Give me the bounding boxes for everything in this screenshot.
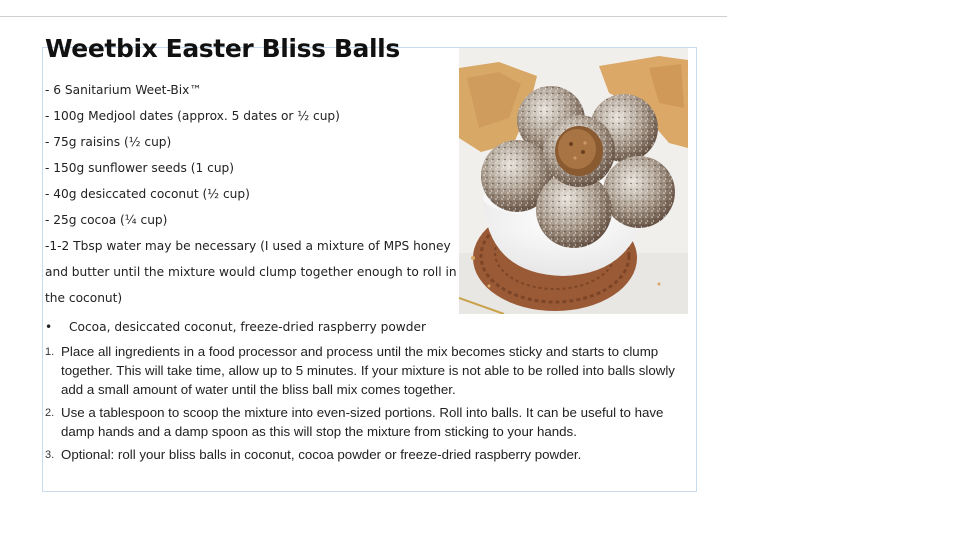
method-step bbox=[45, 403, 700, 441]
step-number: 1. bbox=[45, 346, 55, 358]
recipe-title: Weetbix Easter Bliss Balls bbox=[45, 34, 400, 63]
ingredient-line: - 40g desiccated coconut (½ cup) bbox=[45, 187, 250, 201]
ingredient-line: - 25g cocoa (¼ cup) bbox=[45, 213, 168, 227]
ingredient-line: and butter until the mixture would clump together enough to roll in bbox=[45, 265, 457, 279]
ingredient-line: - 75g raisins (½ cup) bbox=[45, 135, 172, 149]
ingredient-line: -1-2 Tbsp water may be necessary (I used a mixture of MPS honey bbox=[45, 239, 451, 253]
step-number: 2. bbox=[45, 407, 55, 419]
bliss-balls-photo bbox=[459, 48, 688, 314]
ingredient-line: the coconut) bbox=[45, 291, 123, 305]
method-step bbox=[45, 445, 700, 464]
coating-text: Cocoa, desiccated coconut, freeze-dried raspberry powder bbox=[69, 320, 427, 334]
ingredient-line: - 6 Sanitarium Weet-Bix™ bbox=[45, 83, 202, 97]
ingredients-list bbox=[45, 79, 455, 313]
coating-options bbox=[45, 317, 465, 337]
ingredient-line: - 150g sunflower seeds (1 cup) bbox=[45, 161, 235, 175]
method-step bbox=[45, 342, 700, 399]
step-text: Optional: roll your bliss balls in coconut, cocoa powder or freeze-dried raspberry powder. bbox=[61, 447, 582, 462]
step-number: 3. bbox=[45, 449, 55, 461]
ingredient-line: - 100g Medjool dates (approx. 5 dates or ½ cup) bbox=[45, 109, 340, 123]
method-steps bbox=[45, 342, 700, 468]
step-text: Place all ingredients in a food processor and process until the mix becomes sticky and starts to clump together. This will take time, allow up to 5 minutes. If your mixture is not able to be rolled into balls slowly add a small amount of water until the bliss ball mix comes together. bbox=[61, 344, 675, 397]
step-text: Use a tablespoon to scoop the mixture into even-sized portions. Roll into balls. It can be useful to have damp hands and a damp spoon as this will stop the mixture from sticking to your hands. bbox=[61, 405, 664, 439]
top-divider bbox=[0, 16, 727, 17]
bullet-icon: • bbox=[45, 320, 53, 334]
